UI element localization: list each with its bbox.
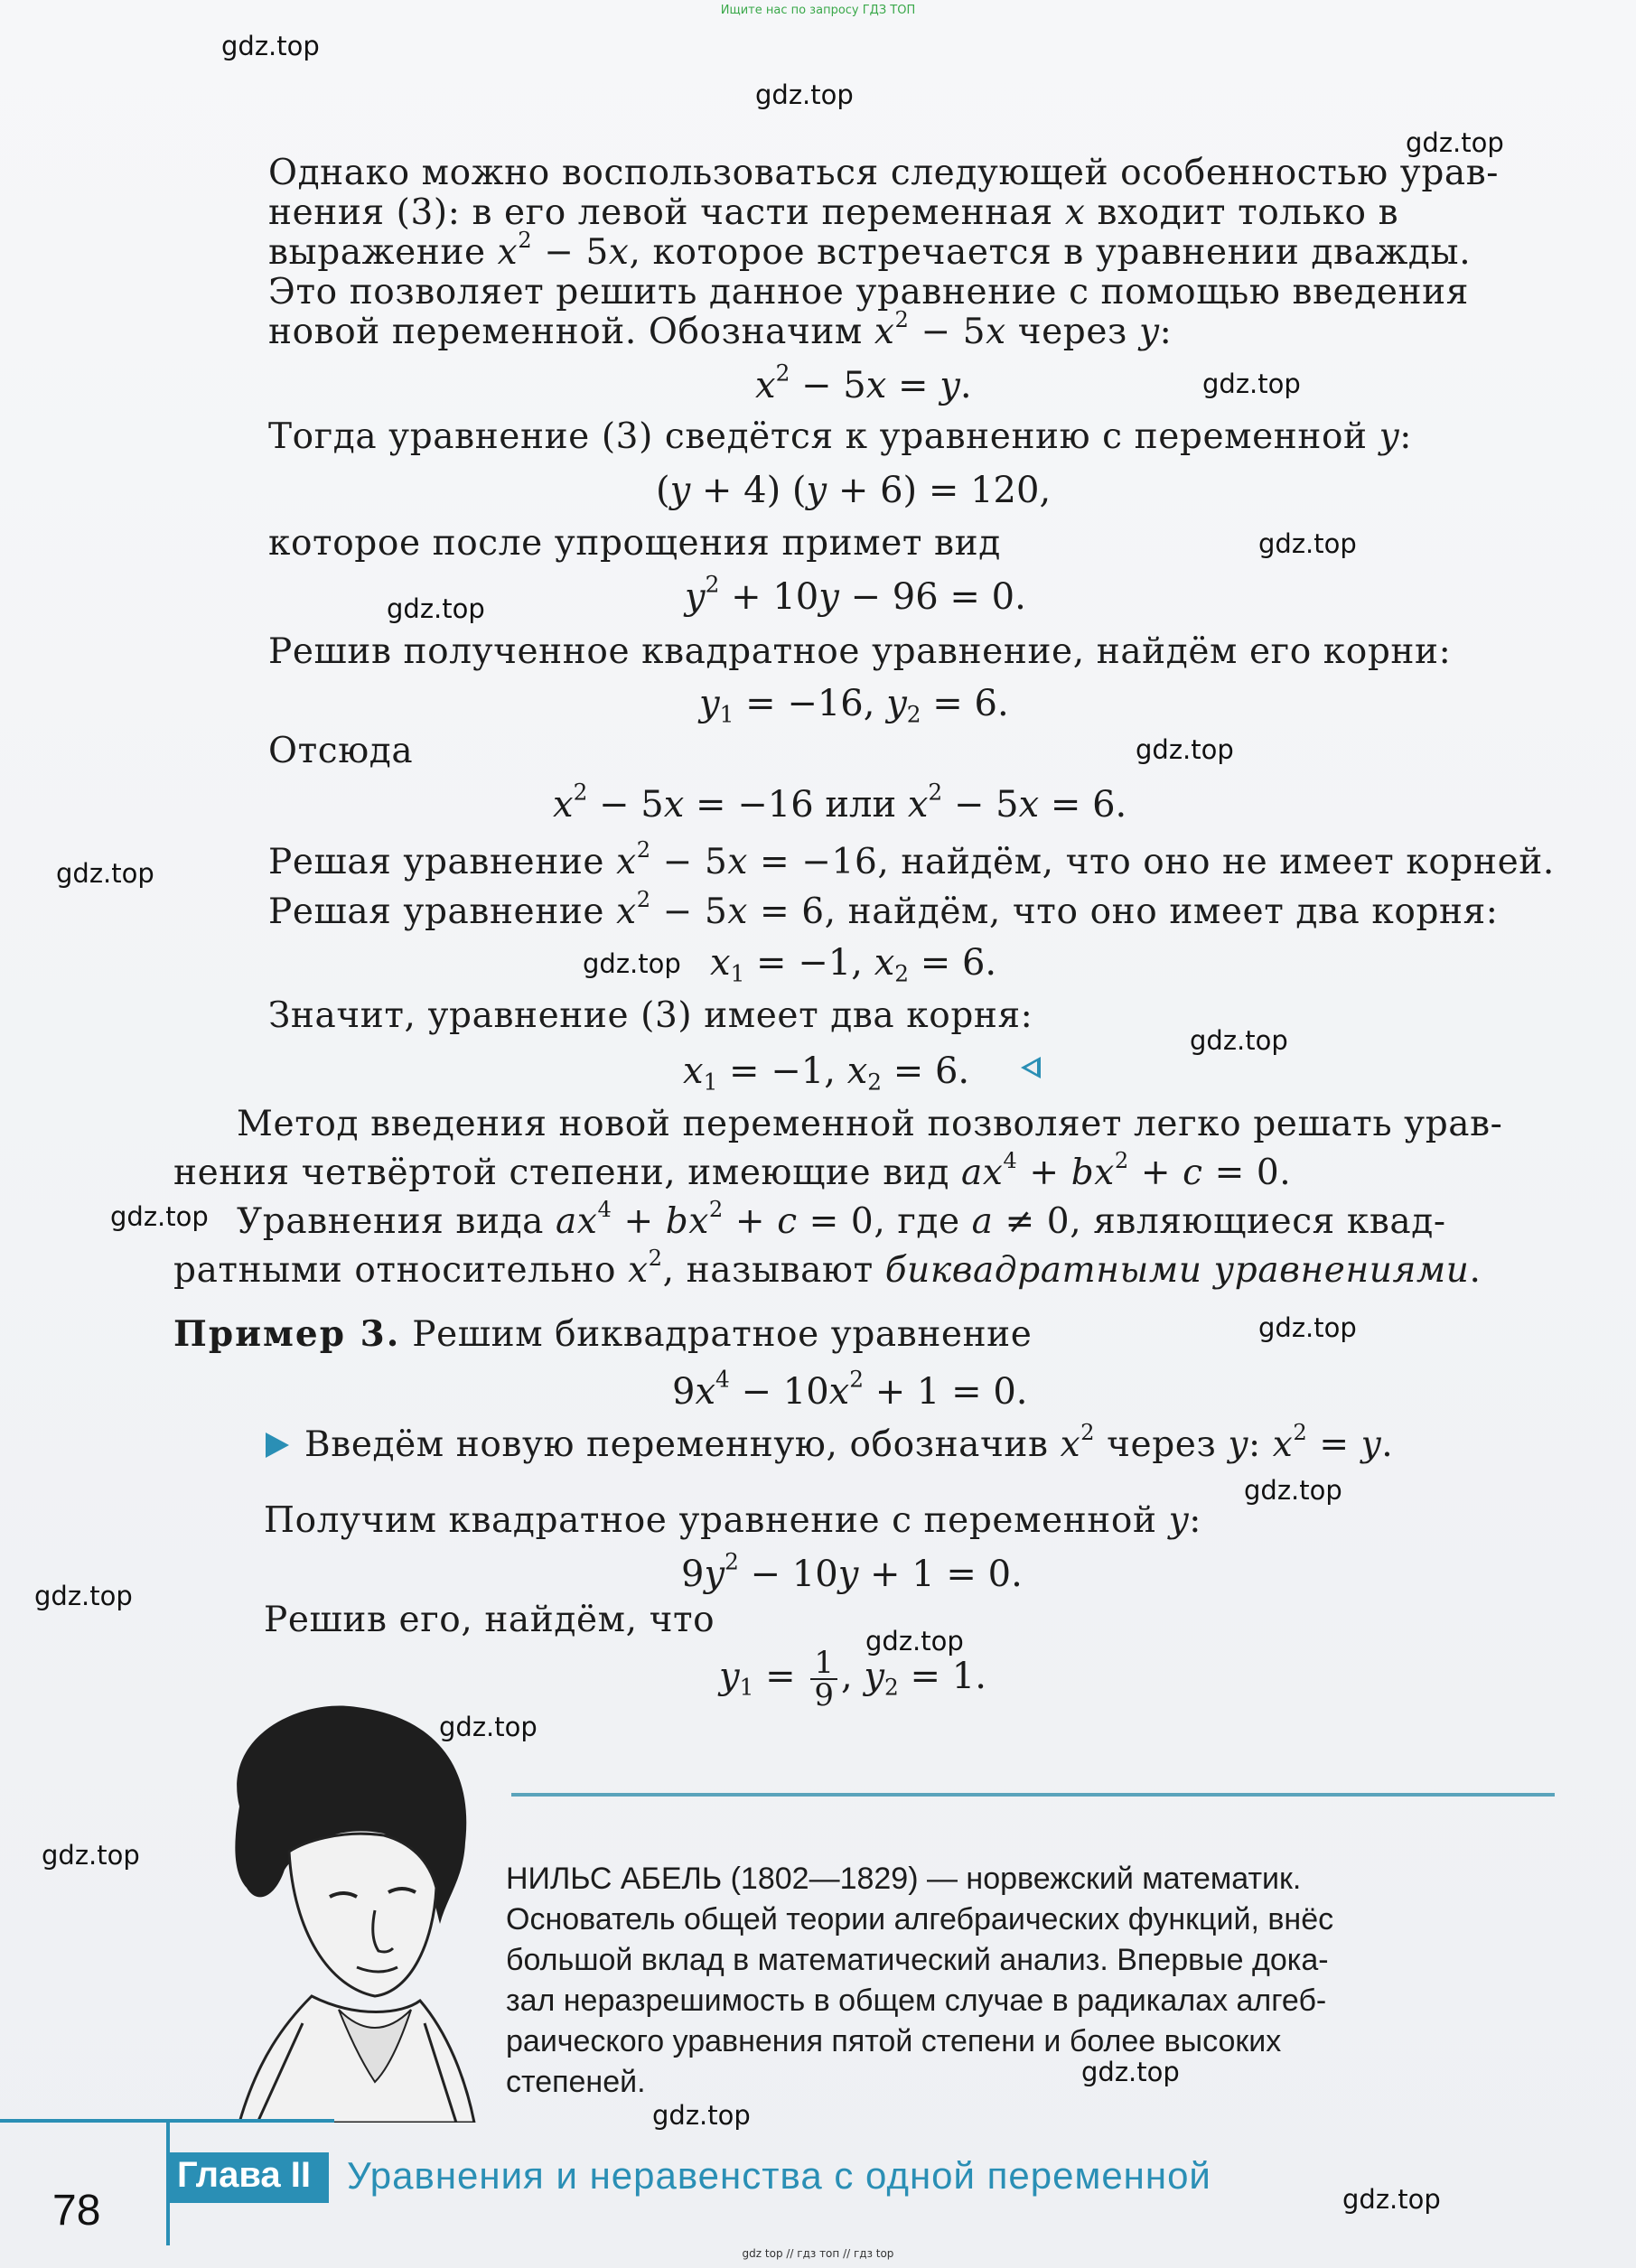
- equation: $x^2 - 5x = -16$ или $x^2 - 5x = 6$.: [553, 779, 1127, 826]
- watermark: gdz.top: [1406, 127, 1504, 158]
- watermark: gdz.top: [652, 2100, 751, 2131]
- watermark: gdz.top: [1190, 1025, 1288, 1056]
- text-line: Значит, уравнение (3) имеет два корня:: [268, 995, 1033, 1036]
- text-line: Однако можно воспользоваться следующей особенностью урав-: [268, 153, 1500, 193]
- chapter-title: Уравнения и неравенства с одной переменной: [347, 2154, 1211, 2197]
- watermark: gdz.top: [387, 593, 485, 624]
- text-line: Это позволяет решить данное уравнение с помощью введения: [268, 272, 1469, 313]
- watermark: gdz.top: [1258, 528, 1357, 559]
- watermark: gdz.top: [865, 1626, 964, 1657]
- top-banner: Ищите нас по запросу ГДЗ ТОП: [720, 4, 916, 17]
- text-line: новой переменной. Обозначим $x^2 - 5x$ через y:: [268, 306, 1173, 352]
- equation: $y_1 = -16$, $y_2 = 6$.: [699, 683, 1009, 728]
- text-line: Решив его, найдём, что: [264, 1600, 715, 1640]
- solution-end-marker: [1021, 1057, 1041, 1078]
- equation: $x_1 = -1$, $x_2 = 6$.: [683, 1050, 970, 1096]
- text-line: Пример 3. Решим биквадратное уравнение: [173, 1313, 1033, 1355]
- bio-divider: [511, 1793, 1555, 1797]
- text-line: Тогда уравнение (3) сведётся к уравнению с переменной y:: [268, 416, 1413, 457]
- bio-line: НИЛЬС АБЕЛЬ (1802—1829) — норвежский математик.: [506, 1862, 1302, 1896]
- equation: $y_1$ = $\frac{1}{9}$ , $y_2 = 1$.: [719, 1645, 986, 1713]
- equation: $y^2 + 10y - 96 = 0$.: [685, 571, 1026, 618]
- watermark: gdz.top: [1342, 2184, 1441, 2215]
- text-line: Отсюда: [268, 731, 414, 771]
- equation: $9x^4 - 10x^2 + 1 = 0$.: [672, 1366, 1028, 1413]
- bio-line: степеней.: [506, 2065, 646, 2099]
- equation: $x^2 - 5x = y$.: [755, 359, 972, 406]
- watermark: gdz.top: [1258, 1312, 1357, 1343]
- bio-line: зал неразрешимость в общем случае в радикалах алгеб-: [506, 1983, 1327, 2018]
- text-line: выражение $x^2 - 5x$, которое встречается в уравнении дважды.: [268, 227, 1472, 273]
- text-line: которое после упрощения примет вид: [268, 523, 1001, 564]
- bio-line: раического уравнения пятой степени и более высоких: [506, 2024, 1282, 2058]
- bottom-banner: gdz top // гдз топ // гдз top: [742, 2247, 894, 2260]
- watermark: gdz.top: [755, 79, 854, 110]
- equation: (y + 4) (y + 6) = 120,: [656, 470, 1052, 511]
- watermark: gdz.top: [1136, 734, 1234, 765]
- solution-start-marker: [266, 1433, 289, 1458]
- text-line: ратными относительно $x^2$, называют биквадратными уравнениями.: [173, 1245, 1482, 1291]
- watermark: gdz.top: [110, 1201, 209, 1232]
- chapter-label: Глава II: [177, 2155, 311, 2195]
- watermark: gdz.top: [34, 1581, 133, 1611]
- example-label: Пример 3.: [173, 1313, 401, 1355]
- page-number: 78: [52, 2187, 101, 2235]
- abel-biography: [506, 1859, 1558, 2103]
- watermark: gdz.top: [56, 858, 154, 889]
- text-line: Уравнения вида $ax^4 + bx^2 + c = 0$, где a ≠ 0, являющиеся квад-: [237, 1196, 1446, 1242]
- text-line: Решая уравнение $x^2 - 5x = -16$, найдём, что оно не имеет корней.: [268, 836, 1555, 882]
- text-line: Решая уравнение $x^2 - 5x = 6$, найдём, что оно имеет два корня:: [268, 886, 1499, 932]
- bio-line: Основатель общей теории алгебраических функций, внёс: [506, 1902, 1334, 1937]
- watermark: gdz.top: [1081, 2057, 1180, 2087]
- text-line: нения четвёртой степени, имеющие вид $ax^4 + bx^2 + c = 0$.: [173, 1147, 1292, 1193]
- watermark: gdz.top: [1202, 369, 1301, 399]
- text-line: Введём новую переменную, обозначив $x^2$ через y: $x^2 = y$.: [304, 1419, 1394, 1465]
- text-line: нения (3): в его левой части переменная x входит только в: [268, 192, 1399, 233]
- watermark: gdz.top: [42, 1840, 140, 1871]
- text-line: Метод введения новой переменной позволяет легко решать урав-: [237, 1104, 1503, 1144]
- equation: $9y^2 - 10y + 1 = 0$.: [681, 1548, 1023, 1595]
- watermark: gdz.top: [1244, 1475, 1342, 1506]
- watermark: gdz.top: [221, 31, 320, 61]
- abel-portrait: [203, 1698, 483, 2123]
- text-line: Получим квадратное уравнение с переменной y:: [264, 1500, 1201, 1541]
- text-line: Решив полученное квадратное уравнение, найдём его корни:: [268, 631, 1452, 672]
- bio-line: большой вклад в математический анализ. Впервые дока-: [506, 1943, 1329, 1977]
- watermark: gdz.top: [583, 948, 681, 979]
- watermark: gdz.top: [439, 1712, 538, 1742]
- equation: $x_1 = -1$, $x_2 = 6$.: [710, 942, 997, 987]
